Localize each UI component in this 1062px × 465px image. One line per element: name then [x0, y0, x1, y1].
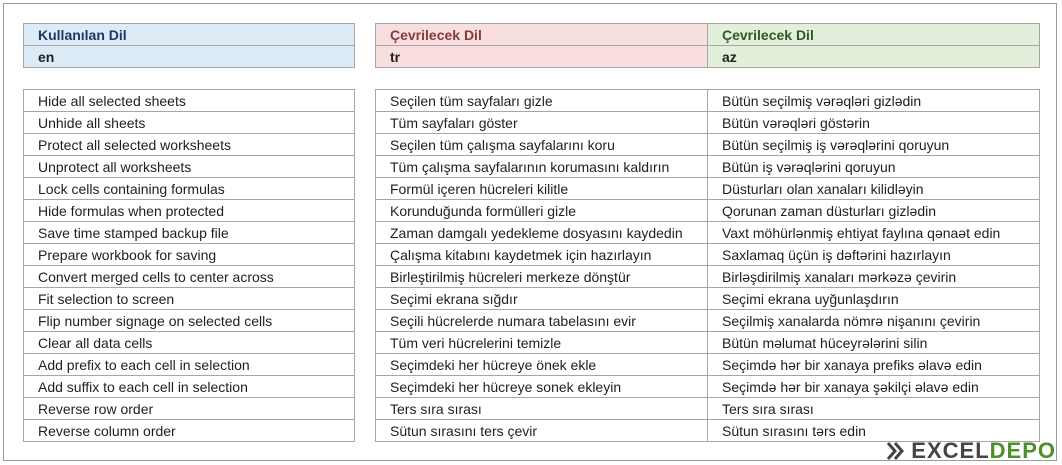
translation-row	[376, 398, 1040, 420]
az-cell[interactable]: Bütün iş vərəqlərini qoruyun	[708, 156, 1040, 178]
source-cell[interactable]: Hide all selected sheets	[24, 90, 355, 112]
source-cell[interactable]: Protect all selected worksheets	[24, 134, 355, 156]
az-cell[interactable]: Vaxt möhürlənmiş ehtiyat faylına qənaət edin	[708, 222, 1040, 244]
tr-cell[interactable]: Sütun sırasını ters çevir	[376, 420, 708, 442]
translation-row	[376, 288, 1040, 310]
tr-cell[interactable]: Birleştirilmiş hücreleri merkeze dönştür	[376, 266, 708, 288]
az-cell[interactable]: Seçimdə hər bir xanaya şəkilçi əlavə edin	[708, 376, 1040, 398]
tr-cell[interactable]: Korunduğunda formülleri gizle	[376, 200, 708, 222]
source-row	[24, 222, 355, 244]
tr-cell[interactable]: Seçilen tüm sayfaları gizle	[376, 90, 708, 112]
logo-text-excel: EXCEL	[911, 438, 990, 463]
translation-row	[376, 266, 1040, 288]
source-row	[24, 332, 355, 354]
logo-text-depo: DEPO	[989, 438, 1056, 463]
az-cell[interactable]: Seçilmiş xanalarda nömrə nişanını çevirin	[708, 310, 1040, 332]
source-cell[interactable]: Convert merged cells to center across	[24, 266, 355, 288]
tr-cell[interactable]: Zaman damgalı yedekleme dosyasını kaydedin	[376, 222, 708, 244]
source-row	[24, 156, 355, 178]
tr-cell[interactable]: Seçimdeki her hücreye sonek ekleyin	[376, 376, 708, 398]
translation-row	[376, 310, 1040, 332]
tr-cell[interactable]: Seçimi ekrana sığdır	[376, 288, 708, 310]
tr-cell[interactable]: Ters sıra sırası	[376, 398, 708, 420]
az-cell[interactable]: Bütün vərəqləri göstərin	[708, 112, 1040, 134]
translated-phrases-table	[375, 89, 1040, 442]
source-cell[interactable]: Reverse column order	[24, 420, 355, 442]
target-tr-header[interactable]: Çevrilecek Dil	[376, 24, 708, 46]
source-row	[24, 288, 355, 310]
source-row	[24, 90, 355, 112]
az-cell[interactable]: Seçimi ekrana uyğunlaşdırın	[708, 288, 1040, 310]
source-row	[24, 354, 355, 376]
tr-cell[interactable]: Seçilen tüm çalışma sayfalarını koru	[376, 134, 708, 156]
translation-row	[376, 112, 1040, 134]
az-cell[interactable]: Bütün seçilmiş iş vərəqlərini qoruyun	[708, 134, 1040, 156]
translation-row	[376, 90, 1040, 112]
source-row	[24, 134, 355, 156]
source-cell[interactable]: Lock cells containing formulas	[24, 178, 355, 200]
az-cell[interactable]: Qorunan zaman düsturları gizlədin	[708, 200, 1040, 222]
source-cell[interactable]: Add prefix to each cell in selection	[24, 354, 355, 376]
source-row	[24, 398, 355, 420]
az-cell[interactable]: Ters sıra sırası	[708, 398, 1040, 420]
az-cell[interactable]: Düsturları olan xanaları kilidləyin	[708, 178, 1040, 200]
source-row	[24, 200, 355, 222]
source-language-header[interactable]: Kullanılan Dil	[24, 24, 355, 46]
target-language-header-table	[375, 23, 1040, 68]
source-cell[interactable]: Add suffix to each cell in selection	[24, 376, 355, 398]
source-row	[24, 244, 355, 266]
az-cell[interactable]: Seçimdə hər bir xanaya prefiks əlavə edin	[708, 354, 1040, 376]
tr-cell[interactable]: Seçimdeki her hücreye önek ekle	[376, 354, 708, 376]
translation-row	[376, 134, 1040, 156]
source-row	[24, 420, 355, 442]
tr-cell[interactable]: Seçili hücrelerde numara tabelasını evir	[376, 310, 708, 332]
source-row	[24, 112, 355, 134]
translation-row	[376, 332, 1040, 354]
tr-cell[interactable]: Tüm çalışma sayfalarının korumasını kaldırın	[376, 156, 708, 178]
az-cell[interactable]: Sütun sırasını tərs edin	[708, 420, 1040, 442]
tr-cell[interactable]: Tüm veri hücrelerini temizle	[376, 332, 708, 354]
source-row	[24, 178, 355, 200]
translation-row	[376, 178, 1040, 200]
source-cell[interactable]: Clear all data cells	[24, 332, 355, 354]
source-language-code[interactable]: en	[24, 46, 355, 68]
source-cell[interactable]: Unhide all sheets	[24, 112, 355, 134]
az-cell[interactable]: Bütün məlumat hüceyrələrini silin	[708, 332, 1040, 354]
source-cell[interactable]: Hide formulas when protected	[24, 200, 355, 222]
translation-row	[376, 354, 1040, 376]
source-cell[interactable]: Unprotect all worksheets	[24, 156, 355, 178]
target-az-code[interactable]: az	[708, 46, 1040, 68]
translation-row	[376, 200, 1040, 222]
source-row	[24, 310, 355, 332]
tr-cell[interactable]: Tüm sayfaları göster	[376, 112, 708, 134]
target-tr-code[interactable]: tr	[376, 46, 708, 68]
source-cell[interactable]: Flip number signage on selected cells	[24, 310, 355, 332]
tr-cell[interactable]: Formül içeren hücreleri kilitle	[376, 178, 708, 200]
translation-row	[376, 156, 1040, 178]
source-phrases-table	[23, 89, 355, 442]
tr-cell[interactable]: Çalışma kitabını kaydetmek için hazırlayın	[376, 244, 708, 266]
az-cell[interactable]: Saxlamaq üçün iş dəftərini hazırlayın	[708, 244, 1040, 266]
source-cell[interactable]: Save time stamped backup file	[24, 222, 355, 244]
az-cell[interactable]: Birləşdirilmiş xanaları mərkəzə çevirin	[708, 266, 1040, 288]
translation-row	[376, 222, 1040, 244]
source-row	[24, 376, 355, 398]
source-row	[24, 266, 355, 288]
logo-mark-icon	[886, 440, 908, 462]
az-cell[interactable]: Bütün seçilmiş vərəqləri gizlədin	[708, 90, 1040, 112]
source-cell[interactable]: Fit selection to screen	[24, 288, 355, 310]
source-cell[interactable]: Prepare workbook for saving	[24, 244, 355, 266]
translation-row	[376, 244, 1040, 266]
source-language-header-table	[23, 23, 355, 68]
target-az-header[interactable]: Çevrilecek Dil	[708, 24, 1040, 46]
excel-depo-logo	[886, 437, 1056, 465]
source-cell[interactable]: Reverse row order	[24, 398, 355, 420]
translation-row	[376, 376, 1040, 398]
